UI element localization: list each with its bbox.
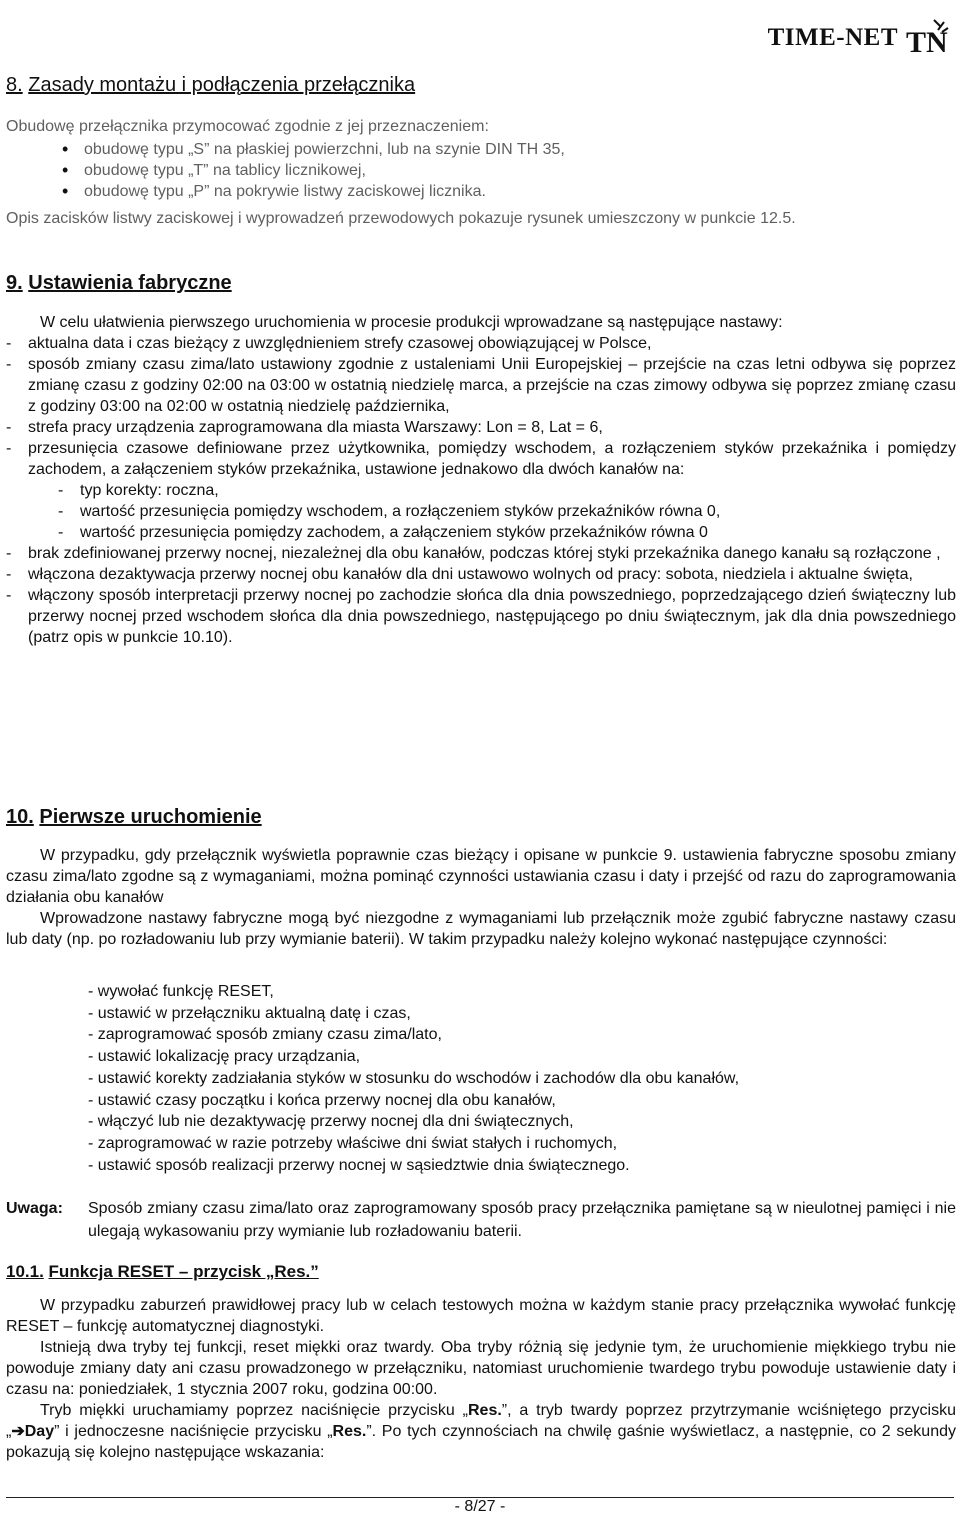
brand-name: TIME-NET [767, 24, 898, 51]
list-item: - strefa pracy urządzenia zaprogramowana dla miasta Warszawy: Lon = 8, Lat = 6, [6, 419, 603, 436]
section-10-body [6, 845, 956, 950]
section-10-paragraph-2: Wprowadzone nastawy fabryczne mogą być niezgodne z wymaganiami lub przełącznik może zgubić fabryczne nastawy czasu lub daty (np. po rozładowaniu lub przy wymianie baterii). W takim przypadku należy kolejno wykonać następujące czynności: [6, 910, 956, 948]
list-item: - brak zdefiniowanej przerwy nocnej, niezależnej dla obu kanałów, podczas której styki przekaźnika danego kanału są rozłączone , [6, 545, 941, 562]
list-item: - przesunięcia czasowe definiowane przez użytkownika, pomiędzy wschodem, a rozłączeniem styków przekaźnika i pomiędzy zachodem, a załączeniem styków przekaźnika, ustawione jednakowo dla dwóch kanałów na: [6, 440, 956, 478]
list-item: • obudowę typu „S” na płaskiej powierzchni, lub na szynie DIN TH 35, [58, 139, 565, 160]
section-10-1-paragraph-3: Tryb miękki uruchamiamy poprzez naciśnięcie przycisku „Res.”, a tryb twardy poprzez przytrzymanie wciśniętego przycisku „➔Day” i jednoczesne naciśnięcie przycisku „Res.”. Po tych czynnościach na chwilę gaśnie wyświetlacz, a następnie, co 2 sekundy pokazują się kolejno następujące wskazania: [6, 1402, 957, 1461]
time-net-logo-icon [904, 18, 952, 58]
list-item: - sposób zmiany czasu zima/lato ustawiony zgodnie z ustaleniami Unii Europejskiej – przejście na czas letni odbywa się poprzez zmianę czasu z godziny 02:00 na 03:00 w ostatnią niedzielę marca, a przejście na czas zimowy odbywa się poprzez zmianę czasu z godziny 03:00 na 02:00 w ostatnią niedzielę października, [6, 356, 956, 415]
sub-list-item: - wartość przesunięcia pomiędzy zachodem, a załączeniem styków przekaźników równa 0 [58, 524, 708, 541]
mounting-list [58, 139, 565, 202]
section-9-heading: Ustawienia fabryczne [28, 272, 232, 294]
list-item: - aktualna data i czas bieżący z uwzględnieniem strefy czasowej obowiązującej w Polsce, [6, 335, 652, 352]
day-key: Day [24, 1423, 55, 1440]
list-item: • obudowę typu „T” na tablicy licznikowej, [58, 160, 565, 181]
arrow-right-icon: ➔ [11, 1423, 25, 1440]
note-block [6, 1197, 956, 1243]
list-item: - zaprogramować w razie potrzeby właściwe dni świat stałych i ruchomych, [88, 1134, 618, 1152]
section-10-1-paragraph-1: W przypadku zaburzeń prawidłowej pracy lub w celach testowych można w każdym stanie pracy przełącznika wywołać funkcję RESET – funkcję automatycznej diagnostyki. [6, 1297, 956, 1335]
page-number: - 8/27 - [454, 1498, 506, 1515]
list-item: - ustawić lokalizację pracy urządzania, [88, 1048, 361, 1066]
list-item: - wywołać funkcję RESET, [88, 983, 274, 1000]
res-key: Res. [467, 1402, 502, 1419]
section-10-paragraph-1: W przypadku, gdy przełącznik wyświetla poprawnie czas bieżący i opisane w punkcie 9. ustawienia fabryczne sposobu zmiany czasu zima/lato zgodne są z wymaganiami, można pominąć czynności ustawiania czasu i daty i przejść od razu do zaprogramowania działania obu kanałów [6, 847, 956, 906]
list-item: - ustawić sposób realizacji przerwy nocnej w sąsiedztwie dnia świątecznego. [88, 1156, 630, 1174]
logo-letters: TN [906, 26, 948, 58]
section-9-number: 9. [6, 272, 23, 294]
section-9-title [6, 272, 232, 295]
section-9-body [6, 312, 956, 648]
section-8-heading: Zasady montażu i podłączenia przełącznika [28, 74, 416, 96]
section-8-intro: Obudowę przełącznika przymocować zgodnie z jej przeznaczeniem: [6, 118, 489, 135]
list-item: - zaprogramować sposób zmiany czasu zima/lato, [88, 1026, 442, 1044]
section-8-outro: Opis zacisków listwy zaciskowej i wyprowadzeń przewodowych pokazuje rysunek umieszczony w punkcie 12.5. [6, 210, 796, 227]
list-item: • obudowę typu „P” na pokrywie listwy zaciskowej licznika. [58, 181, 565, 202]
section-8-number: 8. [6, 74, 23, 96]
section-10-1-title [6, 1262, 319, 1282]
note-label: Uwaga: [6, 1200, 63, 1217]
section-10-number: 10. [6, 806, 34, 828]
section-10-1-number: 10.1. [6, 1262, 44, 1281]
steps-list [88, 981, 739, 1176]
list-item: - ustawić w przełączniku aktualną datę i czas, [88, 1004, 411, 1022]
sub-list-item: - typ korekty: roczna, [58, 482, 219, 499]
res-key: Res. [332, 1423, 367, 1440]
section-10-1-body [6, 1295, 956, 1463]
section-10-1-paragraph-2: Istnieją dwa tryby tej funkcji, reset miękki oraz twardy. Oba tryby różnią się jedynie tym, że uruchomienie miękkiego trybu nie powoduje zmiany daty ani czasu prowadzonego w przełączniku, natomiast uruchomienie twardego trybu powoduje ustawienie daty i czasu na: poniedziałek, 1 stycznia 2007 roku, godzina 00:00. [6, 1339, 956, 1398]
section-9-intro: W celu ułatwienia pierwszego uruchomienia w procesie produkcji wprowadzane są następujące nastawy: [40, 314, 783, 331]
list-item: - ustawić czasy początku i końca przerwy nocnej dla obu kanałów, [88, 1091, 556, 1109]
section-8-title [6, 74, 415, 97]
note-text: Sposób zmiany czasu zima/lato oraz zaprogramowany sposób pracy przełącznika pamiętane są w nieulotnej pamięci i nie ulegają wykasowaniu przy wymianie lub rozładowaniu baterii. [88, 1200, 956, 1240]
list-item: - włączyć lub nie dezaktywację przerwy nocnej dla dni świątecznych, [88, 1113, 574, 1131]
section-10-heading: Pierwsze uruchomienie [39, 806, 262, 828]
brand-header [768, 18, 952, 58]
list-item: - ustawić korekty zadziałania styków w stosunku do wschodów i zachodów dla obu kanałów, [88, 1069, 740, 1087]
section-10-title [6, 806, 262, 829]
list-item: - włączona dezaktywacja przerwy nocnej obu kanałów dla dni ustawowo wolnych od pracy: sobota, niedziela i aktualne święta, [6, 566, 913, 583]
list-item: - włączony sposób interpretacji przerwy nocnej po zachodzie słońca dla dnia powszedniego, poprzedzającego dzień świąteczny lub przerwy nocnej przed wschodem słońca dla dnia powszedniego, następującego po dniu świątecznym, jak dla dnia powszedniego (patrz opis w punkcie 10.10). [6, 587, 956, 646]
section-10-1-heading: Funkcja RESET – przycisk „Res.” [48, 1262, 319, 1281]
sub-list-item: - wartość przesunięcia pomiędzy wschodem, a rozłączeniem styków przekaźników równa 0, [58, 503, 721, 520]
